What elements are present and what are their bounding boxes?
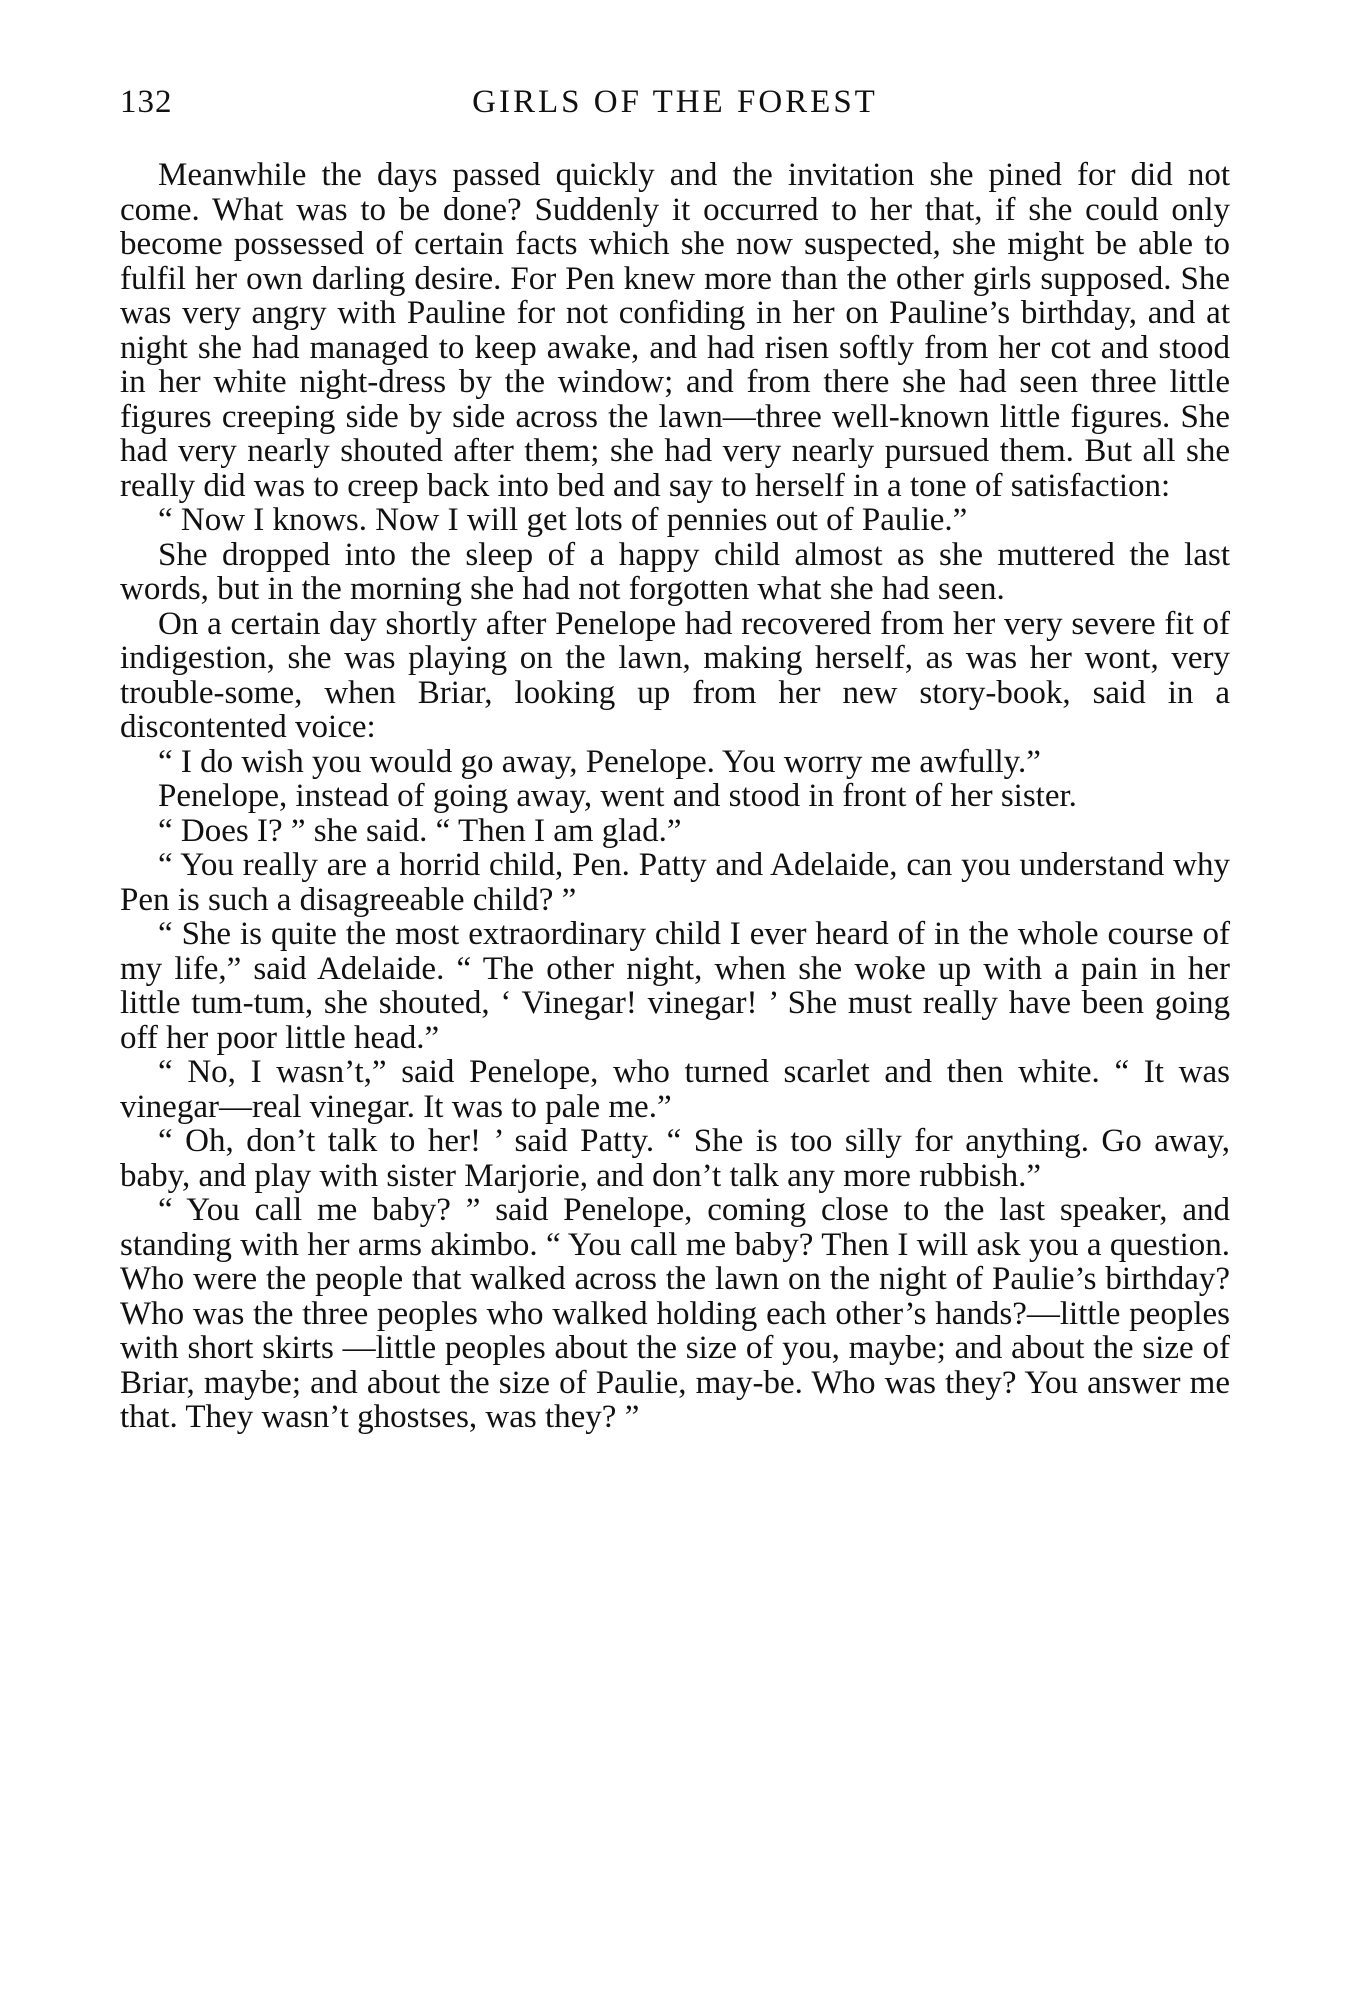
paragraph: “ She is quite the most extraordinary child I ever heard of in the whole course of my life,” said Adelaide. “ The other night, when she woke up with a pain in her little tum-tum, she shouted, ‘ Vinegar! vinegar! ’ She must really have been going off her poor little head.”	[120, 916, 1230, 1056]
paragraph: On a certain day shortly after Penelope had recovered from her very severe fit of indigestion, she was playing on the lawn, making herself, as was her wont, very trouble-some, when Briar, looking up from her new story-book, said in a discontented voice:	[120, 605, 1230, 745]
paragraph: Penelope, instead of going away, went and stood in front of her sister.	[158, 778, 1077, 814]
body-text	[120, 158, 1230, 1435]
page-header	[120, 70, 1230, 130]
paragraph: “ You call me baby? ” said Penelope, coming close to the last speaker, and standing with her arms akimbo. “ You call me baby? Then I will ask you a question. Who were the people that walked across the lawn on the night of Paulie’s birthday? Who was the three peoples who walked holding each other’s hands?—little peoples with short skirts —little peoples about the size of you, maybe; and about the size of Briar, maybe; and about the size of Paulie, may-be. Who was they? You answer me that. They wasn’t ghostses, was they? ”	[120, 1192, 1230, 1435]
paragraph: “ You really are a horrid child, Pen. Patty and Adelaide, can you understand why Pen is such a disagreeable child? ”	[120, 847, 1230, 918]
page-number: 132	[120, 84, 173, 120]
running-title: GIRLS OF THE FOREST	[472, 84, 878, 120]
paragraph: “ Now I knows. Now I will get lots of pennies out of Paulie.”	[158, 502, 968, 538]
paragraph: “ I do wish you would go away, Penelope. You worry me awfully.”	[158, 743, 1041, 780]
paragraph: “ Does I? ” she said. “ Then I am glad.”	[158, 812, 682, 849]
paragraph: She dropped into the sleep of a happy child almost as she muttered the last words, but in the morning she had not forgotten what she had seen.	[120, 536, 1230, 607]
book-page	[120, 70, 1230, 1435]
paragraph: “ No, I wasn’t,” said Penelope, who turned scarlet and then white. “ It was vinegar—real vinegar. It was to pale me.”	[120, 1054, 1230, 1125]
paragraph: “ Oh, don’t talk to her! ’ said Patty. “ She is too silly for anything. Go away, baby, and play with sister Marjorie, and don’t talk any more rubbish.”	[120, 1123, 1230, 1194]
paragraph: Meanwhile the days passed quickly and the invitation she pined for did not come. What was to be done? Suddenly it occurred to her that, if she could only become possessed of certain facts which she now suspected, she might be able to fulfil her own darling desire. For Pen knew more than the other girls supposed. She was very angry with Pauline for not confiding in her on Pauline’s birthday, and at night she had managed to keep awake, and had risen softly from her cot and stood in her white night-dress by the window; and from there she had seen three little figures creeping side by side across the lawn—three well-known little figures. She had very nearly shouted after them; she had very nearly pursued them. But all she really did was to creep back into bed and say to herself in a tone of satisfaction:	[120, 157, 1230, 504]
